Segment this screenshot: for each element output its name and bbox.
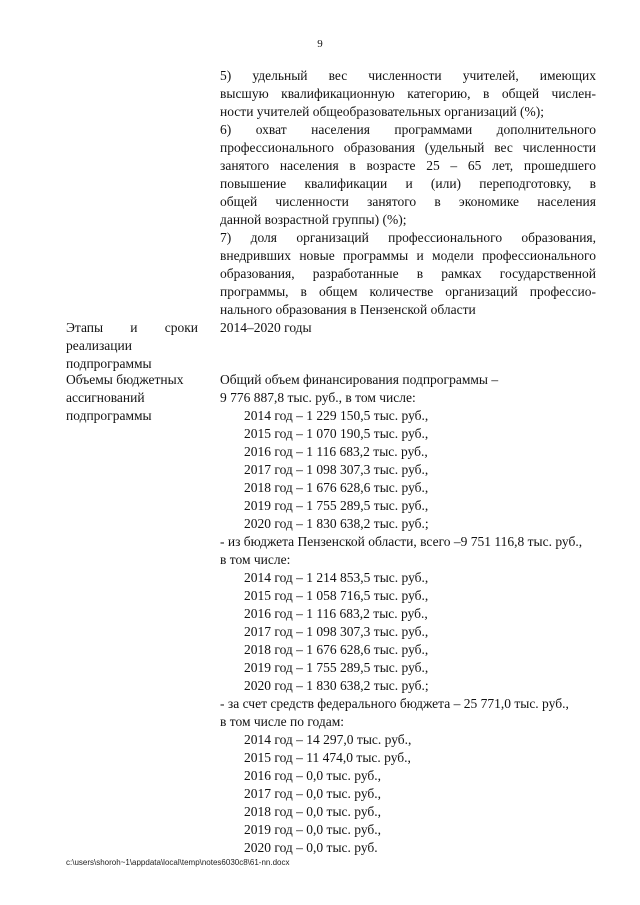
year-row: 2020 год – 0,0 тыс. руб. bbox=[244, 840, 378, 855]
year-row: 2015 год – 1 058 716,5 тыс. руб., bbox=[244, 588, 429, 603]
text-line: профессионального образования (удельный вес численности bbox=[220, 140, 596, 155]
total-years-list bbox=[220, 407, 596, 533]
label-line: Объемы бюджетных bbox=[66, 372, 184, 387]
year-row: 2017 год – 1 098 307,3 тыс. руб., bbox=[244, 462, 429, 477]
year-row: 2016 год – 1 116 683,2 тыс. руб., bbox=[244, 606, 428, 621]
federal-financing bbox=[220, 695, 596, 731]
list-item-7 bbox=[220, 229, 596, 319]
year-row: 2016 год – 1 116 683,2 тыс. руб., bbox=[244, 444, 428, 459]
text-line: общей численности занятого в экономике населения bbox=[220, 194, 596, 209]
year-row: 2017 год – 0,0 тыс. руб., bbox=[244, 786, 382, 801]
regional-years-list bbox=[220, 569, 596, 695]
federal-years-list bbox=[220, 731, 596, 857]
year-row: 2018 год – 0,0 тыс. руб., bbox=[244, 804, 382, 819]
text-line: занятого населения в возрасте 25 – 65 лет, прошедшего bbox=[220, 158, 596, 173]
year-row: 2020 год – 1 830 638,2 тыс. руб.; bbox=[244, 516, 429, 531]
total-financing bbox=[220, 371, 596, 407]
text-line: в том числе: bbox=[220, 552, 291, 567]
text-line: программы, в общем количестве организаций профессио- bbox=[220, 284, 596, 299]
stages-value: 2014–2020 годы bbox=[220, 320, 312, 335]
continuation-list bbox=[220, 67, 596, 319]
budget-label bbox=[66, 371, 198, 425]
page-number: 9 bbox=[317, 38, 323, 50]
stages-label bbox=[66, 319, 198, 373]
text-line: 6) охват населения программами дополнительного bbox=[220, 122, 596, 137]
year-row: 2020 год – 1 830 638,2 тыс. руб.; bbox=[244, 678, 429, 693]
text-line: в том числе по годам: bbox=[220, 714, 345, 729]
label-line: Этапы и сроки bbox=[66, 320, 198, 335]
year-row: 2014 год – 1 229 150,5 тыс. руб., bbox=[244, 408, 429, 423]
file-path-footer: c:\users\shoroh~1\appdata\local\temp\notes6030c8\61-nn.docx bbox=[66, 858, 290, 867]
text-line: высшую квалификационную категорию, в общей числен- bbox=[220, 86, 596, 101]
label-line: реализации bbox=[66, 338, 132, 353]
year-row: 2019 год – 0,0 тыс. руб., bbox=[244, 822, 382, 837]
text-line: 7) доля организаций профессионального образования, bbox=[220, 230, 596, 245]
list-item-5 bbox=[220, 67, 596, 121]
text-line: образования, разработанные в рамках государственной bbox=[220, 266, 596, 281]
text-line: 9 776 887,8 тыс. руб., в том числе: bbox=[220, 390, 416, 405]
text-line: Общий объем финансирования подпрограммы – bbox=[220, 372, 499, 387]
text-line: 5) удельный вес численности учителей, имеющих bbox=[220, 68, 596, 83]
text-line: нального образования в Пензенской области bbox=[220, 302, 476, 317]
text-line: повышение квалификации и (или) переподготовку, в bbox=[220, 176, 596, 191]
text-line: внедривших новые программы и модели профессионального bbox=[220, 248, 596, 263]
budget-details bbox=[220, 371, 596, 857]
label-line: подпрограммы bbox=[66, 356, 152, 371]
text-line: - за счет средств федерального бюджета – 25 771,0 тыс. руб., bbox=[220, 696, 569, 711]
year-row: 2015 год – 1 070 190,5 тыс. руб., bbox=[244, 426, 429, 441]
text-line: ности учителей общеобразовательных организаций (%); bbox=[220, 104, 545, 119]
year-row: 2018 год – 1 676 628,6 тыс. руб., bbox=[244, 480, 429, 495]
label-line: подпрограммы bbox=[66, 408, 152, 423]
year-row: 2015 год – 11 474,0 тыс. руб., bbox=[244, 750, 411, 765]
label-line: ассигнований bbox=[66, 390, 145, 405]
text-line: данной возрастной группы) (%); bbox=[220, 212, 407, 227]
list-item-6 bbox=[220, 121, 596, 229]
year-row: 2019 год – 1 755 289,5 тыс. руб., bbox=[244, 498, 429, 513]
regional-financing bbox=[220, 533, 596, 569]
year-row: 2014 год – 1 214 853,5 тыс. руб., bbox=[244, 570, 429, 585]
year-row: 2016 год – 0,0 тыс. руб., bbox=[244, 768, 382, 783]
year-row: 2014 год – 14 297,0 тыс. руб., bbox=[244, 732, 412, 747]
year-row: 2019 год – 1 755 289,5 тыс. руб., bbox=[244, 660, 429, 675]
year-row: 2017 год – 1 098 307,3 тыс. руб., bbox=[244, 624, 429, 639]
text-line: - из бюджета Пензенской области, всего –9 751 116,8 тыс. руб., bbox=[220, 534, 583, 549]
year-row: 2018 год – 1 676 628,6 тыс. руб., bbox=[244, 642, 429, 657]
